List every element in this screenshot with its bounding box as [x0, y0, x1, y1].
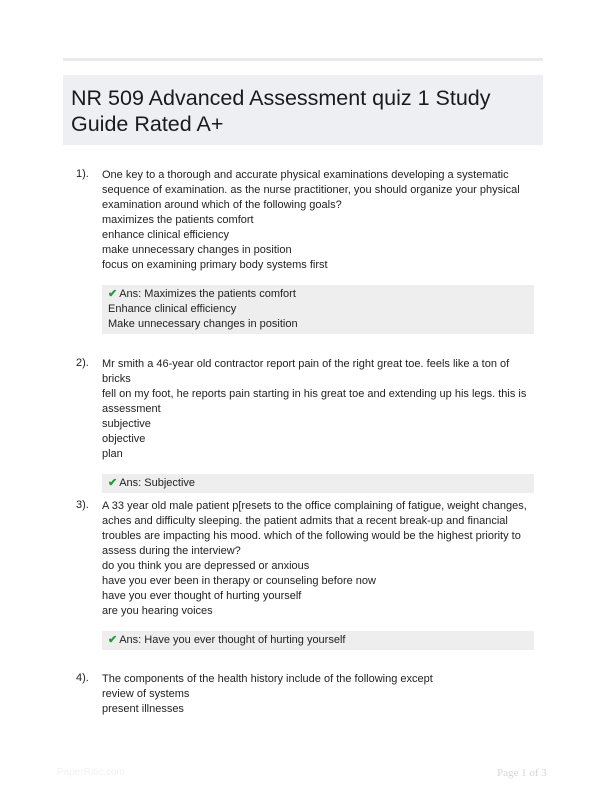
- answer-line: Enhance clinical efficiency: [108, 303, 237, 315]
- question-number: 3).: [76, 499, 89, 511]
- checkmark-icon: ✔: [108, 288, 118, 300]
- question-text: [102, 357, 536, 462]
- option-line: review of systems: [102, 688, 190, 700]
- question-number: 2).: [76, 357, 89, 369]
- question-line: examination around which of the following goals?: [102, 199, 342, 211]
- checkmark-icon: ✔: [108, 634, 118, 646]
- title-banner: [63, 75, 543, 145]
- option-line: subjective: [102, 418, 151, 430]
- document-title: NR 509 Advanced Assessment quiz 1 Study Guide Rated A+: [71, 86, 491, 136]
- footer-watermark: PaperRitic.com: [57, 767, 125, 778]
- question-3: [76, 499, 536, 650]
- option-line: have you ever thought of hurting yourself: [102, 590, 302, 602]
- question-2: [76, 357, 536, 493]
- top-divider: [63, 58, 543, 61]
- question-line: fell on my foot, he reports pain starting in his great toe and extending up his legs. this is: [102, 388, 527, 400]
- option-line: are you hearing voices: [102, 605, 213, 617]
- question-number: 4).: [76, 672, 89, 684]
- option-line: have you ever been in therapy or counseling before now: [102, 575, 376, 587]
- answer-box: [102, 474, 534, 493]
- checkmark-icon: ✔: [108, 477, 118, 489]
- answer-line: Ans: Subjective: [119, 477, 196, 489]
- question-1: [76, 168, 536, 334]
- page-indicator: Page 1 of 3: [497, 767, 547, 779]
- option-line: make unnecessary changes in position: [102, 244, 292, 256]
- question-line: aches and difficulty sleeping. the patient admits that a recent break-up and financial: [102, 515, 508, 527]
- question-text: [102, 672, 536, 717]
- option-line: maximizes the patients comfort: [102, 214, 254, 226]
- answer-line: Ans: Maximizes the patients comfort: [119, 288, 296, 300]
- question-line: Mr smith a 46-year old contractor report pain of the right great toe. feels like a ton of bricks: [102, 358, 510, 385]
- option-line: objective: [102, 433, 146, 445]
- option-line: plan: [102, 448, 123, 460]
- question-line: troubles are impacting his mood. which of the following would be the highest priority to: [102, 530, 521, 542]
- option-line: do you think you are depressed or anxious: [102, 560, 310, 572]
- answer-box: [102, 285, 534, 334]
- answer-line: Make unnecessary changes in position: [108, 318, 298, 330]
- question-number: 1).: [76, 168, 89, 180]
- question-line: sequence of examination. as the nurse practitioner, you should organize your physical: [102, 184, 520, 196]
- question-line: assess during the interview?: [102, 545, 241, 557]
- option-line: enhance clinical efficiency: [102, 229, 229, 241]
- question-line: The components of the health history include of the following except: [102, 673, 433, 685]
- question-4: [76, 672, 536, 717]
- answer-line: Ans: Have you ever thought of hurting yourself: [119, 634, 346, 646]
- option-line: present illnesses: [102, 703, 184, 715]
- question-text: [102, 168, 536, 273]
- answer-box: [102, 631, 534, 650]
- option-line: focus on examining primary body systems first: [102, 259, 328, 271]
- question-text: [102, 499, 536, 619]
- question-line: One key to a thorough and accurate physical examinations developing a systematic: [102, 169, 509, 181]
- question-line: assessment: [102, 403, 161, 415]
- question-line: A 33 year old male patient p[resets to the office complaining of fatigue, weight changes,: [102, 500, 527, 512]
